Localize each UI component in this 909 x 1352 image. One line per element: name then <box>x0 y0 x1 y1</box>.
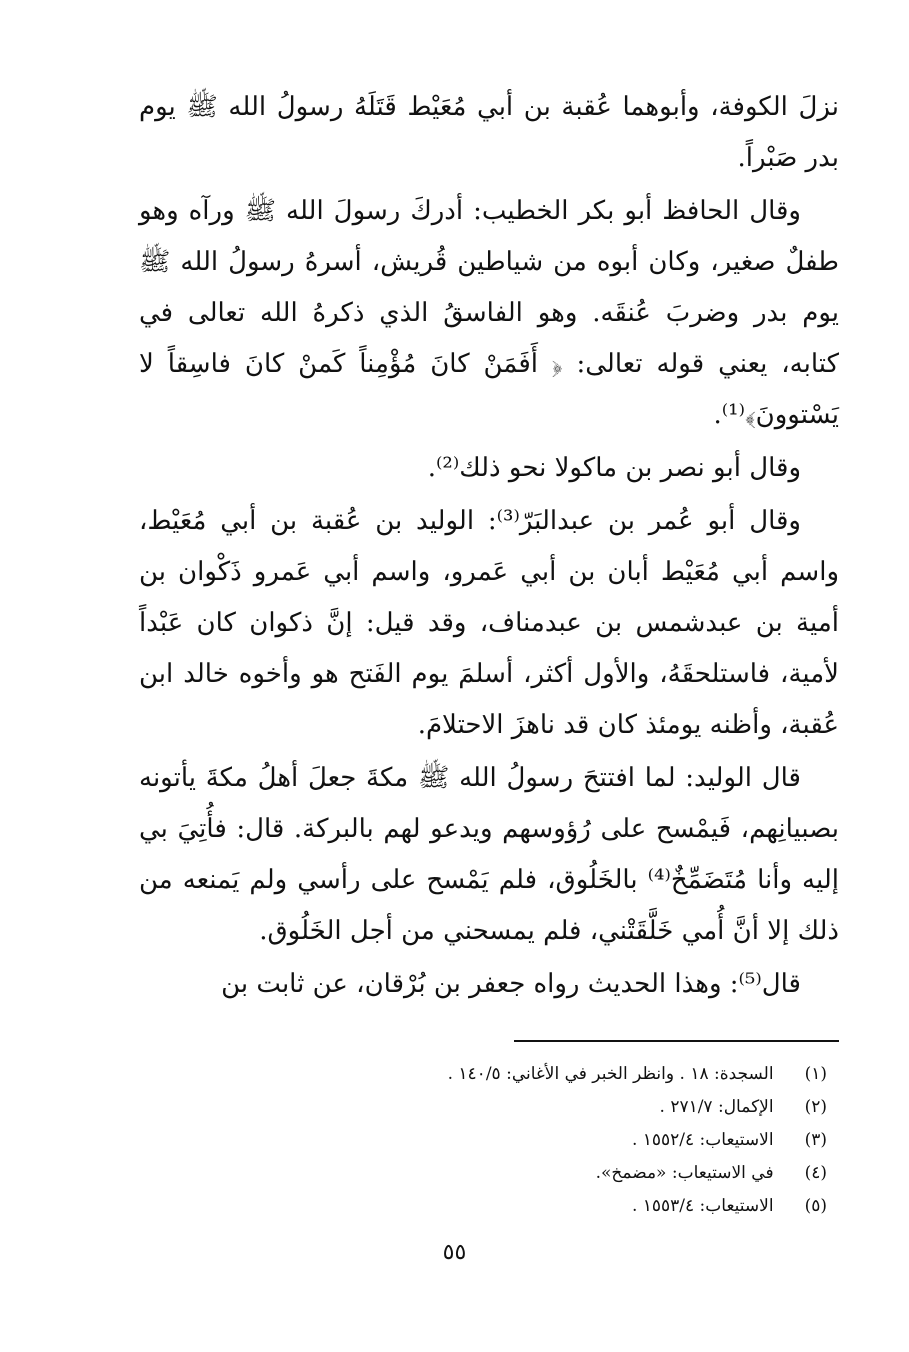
footnote-text: الإكمال: ٢٧١/٧ . <box>659 1097 774 1117</box>
footnotes-list <box>127 1058 827 1223</box>
paragraph: وقال أبو عُمر بن عبدالبَرّ⁽³⁾: الوليد بن عُقبة بن أبي مُعَيْط، واسم أبي مُعَيْط أبان بن أبي عَمرو، واسم أبي عَمرو ذَكْوان بن أمية بن عبدشمس بن عبدمناف، وقد قيل: إنَّ ذكوان كان عَبْداً لأمية، فاستلحقَهُ، والأول أكثر، أسلمَ يوم الفَتح هو وأخوه خالد ابن عُقبة، وأظنه يومئذ كان قد ناهزَ الاحتلامَ. <box>139 506 839 740</box>
footnote-number: (٢) <box>804 1097 827 1117</box>
footnote-item <box>127 1091 827 1124</box>
paragraph: قال الوليد: لما افتتحَ رسولُ الله ﷺ مكةَ جعلَ أهلُ مكةَ يأتونه بصبيانِهم، فَيمْسح على رُؤوسهم ويدعو لهم بالبركة. قال: فأُتِيَ بي إليه وأنا مُتَضَمِّخٌ⁽⁴⁾ بالخَلُوق، فلم يَمْسح على رأسي ولم يَمنعه من ذلك إلا أنَّ أُمي خَلَّقَتْني، فلم يمسحني من أجل الخَلُوق. <box>139 763 839 946</box>
footnote-text: الاستيعاب: ١٥٥٣/٤ . <box>631 1196 774 1216</box>
footnote-number: (٥) <box>804 1196 827 1216</box>
footnote-text: السجدة: ١٨ . وانظر الخبر في الأغاني: ١٤٠/٥ . <box>447 1064 774 1084</box>
footnote-number: (٣) <box>804 1130 827 1150</box>
paragraph: قال⁽⁵⁾: وهذا الحديث رواه جعفر بن بُرْقان، عن ثابت بن <box>221 969 801 999</box>
footnote-text: في الاستيعاب: «مضمخ». <box>595 1163 774 1183</box>
footnote-item <box>127 1124 827 1157</box>
paragraph: نزلَ الكوفة، وأبوهما عُقبة بن أبي مُعَيْط قَتَلَهُ رسولُ الله ﷺ يوم بدر صَبْراً. <box>139 92 839 173</box>
page-number: ٥٥ <box>442 1240 467 1265</box>
footnote-divider <box>514 1040 839 1042</box>
footnote-item <box>127 1190 827 1223</box>
footnote-item <box>127 1157 827 1190</box>
footnote-number: (٤) <box>804 1163 827 1183</box>
paragraph: وقال أبو نصر بن ماكولا نحو ذلك⁽²⁾. <box>427 453 801 483</box>
paragraph: وقال الحافظ أبو بكر الخطيب: أدركَ رسولَ الله ﷺ ورآه وهو طفلٌ صغير، وكان أبوه من شياطين قُريش، أسرهُ رسولُ الله ﷺ يوم بدر وضربَ عُنقَه. وهو الفاسقُ الذي ذكرهُ الله تعالى في كتابه، يعني قوله تعالى: ﴿ أَفَمَنْ كانَ مُؤْمِناً كَمنْ كانَ فاسِقاً لا يَسْتوونَ﴾⁽¹⁾. <box>139 196 840 430</box>
main-text <box>139 82 839 1012</box>
footnote-number: (١) <box>804 1064 827 1084</box>
footnote-item <box>127 1058 827 1091</box>
footnote-text: الاستيعاب: ١٥٥٢/٤ . <box>631 1130 774 1150</box>
